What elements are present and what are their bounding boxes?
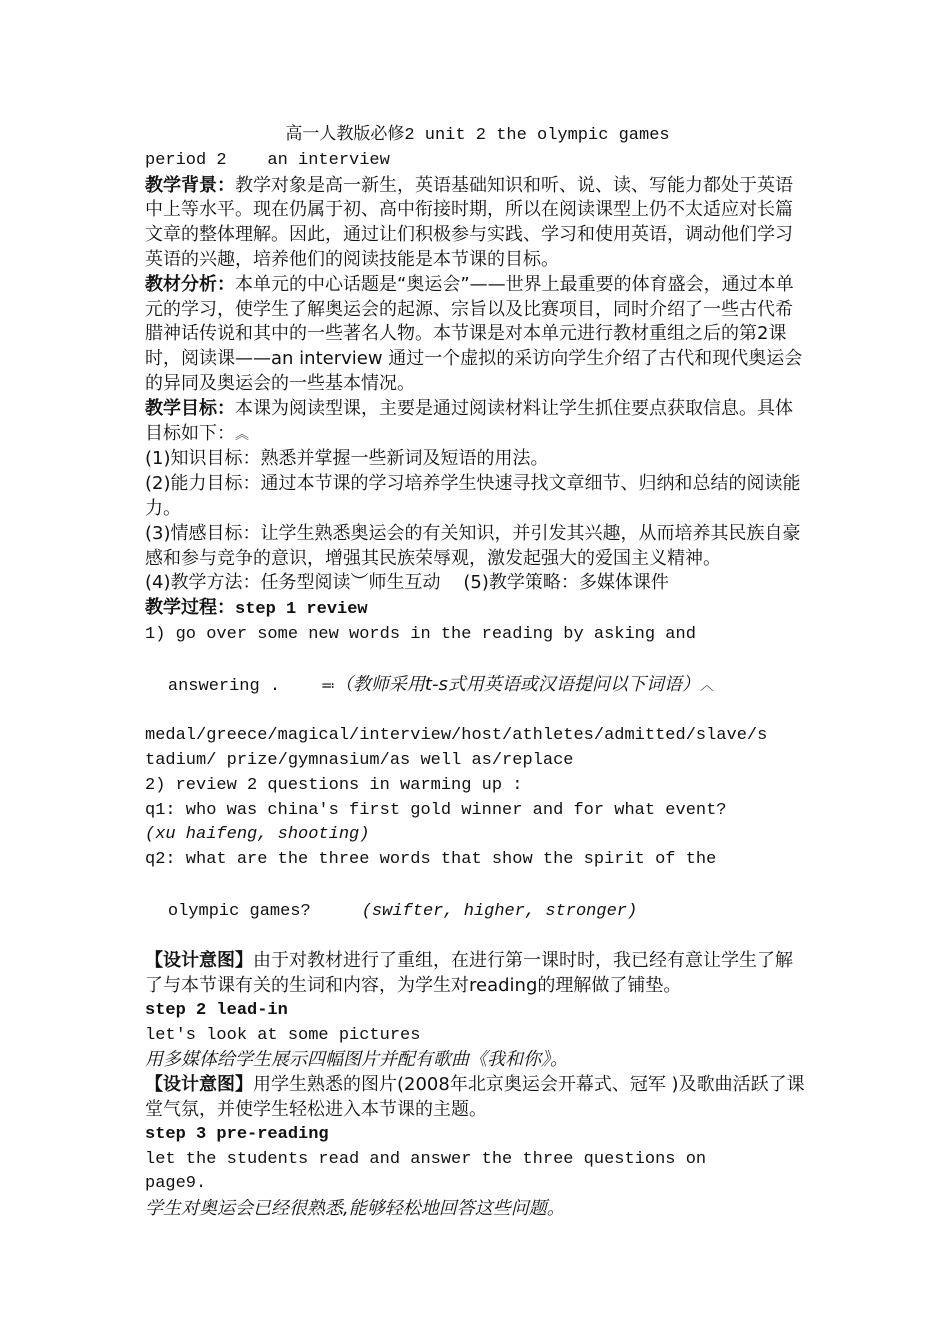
process-heading — [145, 596, 810, 623]
step3-line3: 学生对奥运会已经很熟悉,能够轻松地回答这些问题。 — [145, 1198, 565, 1220]
background-text: 教学对象是高一新生，英语基础知识和听、说、读、写能力都处于英语中上等水平。现在仍属于初、高中衔接时期，所以在阅读课型上仍不太适应对长篇文章的整体理解。因此，通过让们积极参与实践、学习和使用英语，调动他们学习英语的兴趣，培养他们的阅读技能是本节课的目标。 — [145, 174, 793, 270]
step1-symbol2: ︿ — [699, 677, 714, 694]
intent1-label: 【设计意图】 — [145, 950, 253, 972]
goal-emotion: (3)情感目标：让学生熟悉奥运会的有关知识，并引发其兴趣，从而培养其民族自豪感和参与竞争的意识，增强其民族荣辱观，激发起强大的爱国主义精神。 — [145, 522, 801, 569]
goal-ability: (2)能力目标：通过本节课的学习培养学生快速寻找文章细节、归纳和总结的阅读能力。 — [145, 473, 801, 519]
question2-text: olympic games? — [167, 901, 362, 921]
goal-method: (4)教学方法：任务型阅读︶师生互动 (5)教学策略：多媒体课件 — [145, 572, 669, 594]
teaching-goals — [145, 397, 810, 448]
design-intent-2 — [145, 1073, 810, 1123]
step2-line1: let′s look at some pictures — [145, 1025, 421, 1045]
question2-line1: q2: what are the three words that show the spirit of the — [145, 850, 717, 870]
answer1: (xu haifeng, shooting) — [145, 825, 370, 845]
document-title: 高一人教版必修2 unit 2 the olympic games — [285, 126, 670, 145]
step1-heading: step 1 review — [235, 600, 368, 620]
step3-line1: let the students read and answer the three questions on — [145, 1149, 707, 1169]
teaching-background — [145, 174, 810, 273]
step1-line5: 2) review 2 questions in warming up : — [145, 775, 523, 795]
goal-knowledge: (1)知识目标：熟悉并掌握一些新词及短语的用法。 — [145, 448, 549, 470]
step3-heading: step 3 pre-reading — [145, 1124, 329, 1144]
step3-line2: page9. — [145, 1174, 207, 1194]
step1-note: （教师采用t-s式用英语或汉语提问以下词语） — [334, 673, 700, 695]
background-label: 教学背景： — [145, 174, 235, 196]
step2-line2: 用多媒体给学生展示四幅图片并配有歌曲《我和你》。 — [145, 1049, 568, 1071]
design-intent-1 — [145, 949, 810, 999]
question2-line2 — [145, 873, 810, 949]
period-line: period 2 an interview — [145, 150, 390, 170]
goals-label: 教学目标： — [145, 397, 235, 419]
step1-symbol: ≕ — [320, 677, 335, 694]
step1-line3: medal/greece/magical/interview/host/athletes/admitted/slave/s — [145, 726, 768, 746]
step2-heading: step 2 lead-in — [145, 1000, 288, 1020]
analysis-text: 本单元的中心话题是“奥运会”——世界上最重要的体育盛会，通过本单元的学习，使学生了解奥运会的起源、宗旨以及比赛项目，同时介绍了一些古代希腊神话传说和其中的一些著名人物。本节课是对本单元进行教材重组之后的第2课时，阅读课——an interview 通过一个虚拟的采访向学生介绍了古代和现代奥运会的异同及奥运会的一些基本情况。 — [145, 273, 803, 394]
goals-symbol: ︽ — [235, 426, 249, 443]
intent1-text: 由于对教材进行了重组，在进行第一课时时，我已经有意让学生了解了与本节课有关的生词和内容，为学生对reading的理解做了铺垫。 — [145, 950, 793, 997]
question1: q1: who was china′s first gold winner and for what event? — [145, 800, 727, 820]
material-analysis — [145, 273, 810, 397]
step1-line4: tadium/ prize/gymnasium/as well as/replace — [145, 750, 574, 770]
document-page — [145, 124, 810, 1222]
answer2: (swifter, higher, stronger) — [361, 901, 638, 921]
goals-text: 本课为阅读型课，主要是通过阅读材料让学生抓住要点获取信息。具体目标如下： — [145, 397, 793, 444]
intent2-text: 用学生熟悉的图片(2008年北京奥运会开幕式、冠军 )及歌曲活跃了课堂气氛，并使学生轻松进入本节课的主题。 — [145, 1074, 805, 1121]
analysis-label: 教材分析： — [145, 273, 235, 295]
step1-line2-text: answering . — [167, 676, 321, 696]
step1-line2 — [145, 648, 810, 724]
step1-line1: 1) go over some new words in the reading by asking and — [145, 624, 696, 644]
intent2-label: 【设计意图】 — [145, 1074, 253, 1096]
process-label: 教学过程： — [145, 597, 235, 619]
